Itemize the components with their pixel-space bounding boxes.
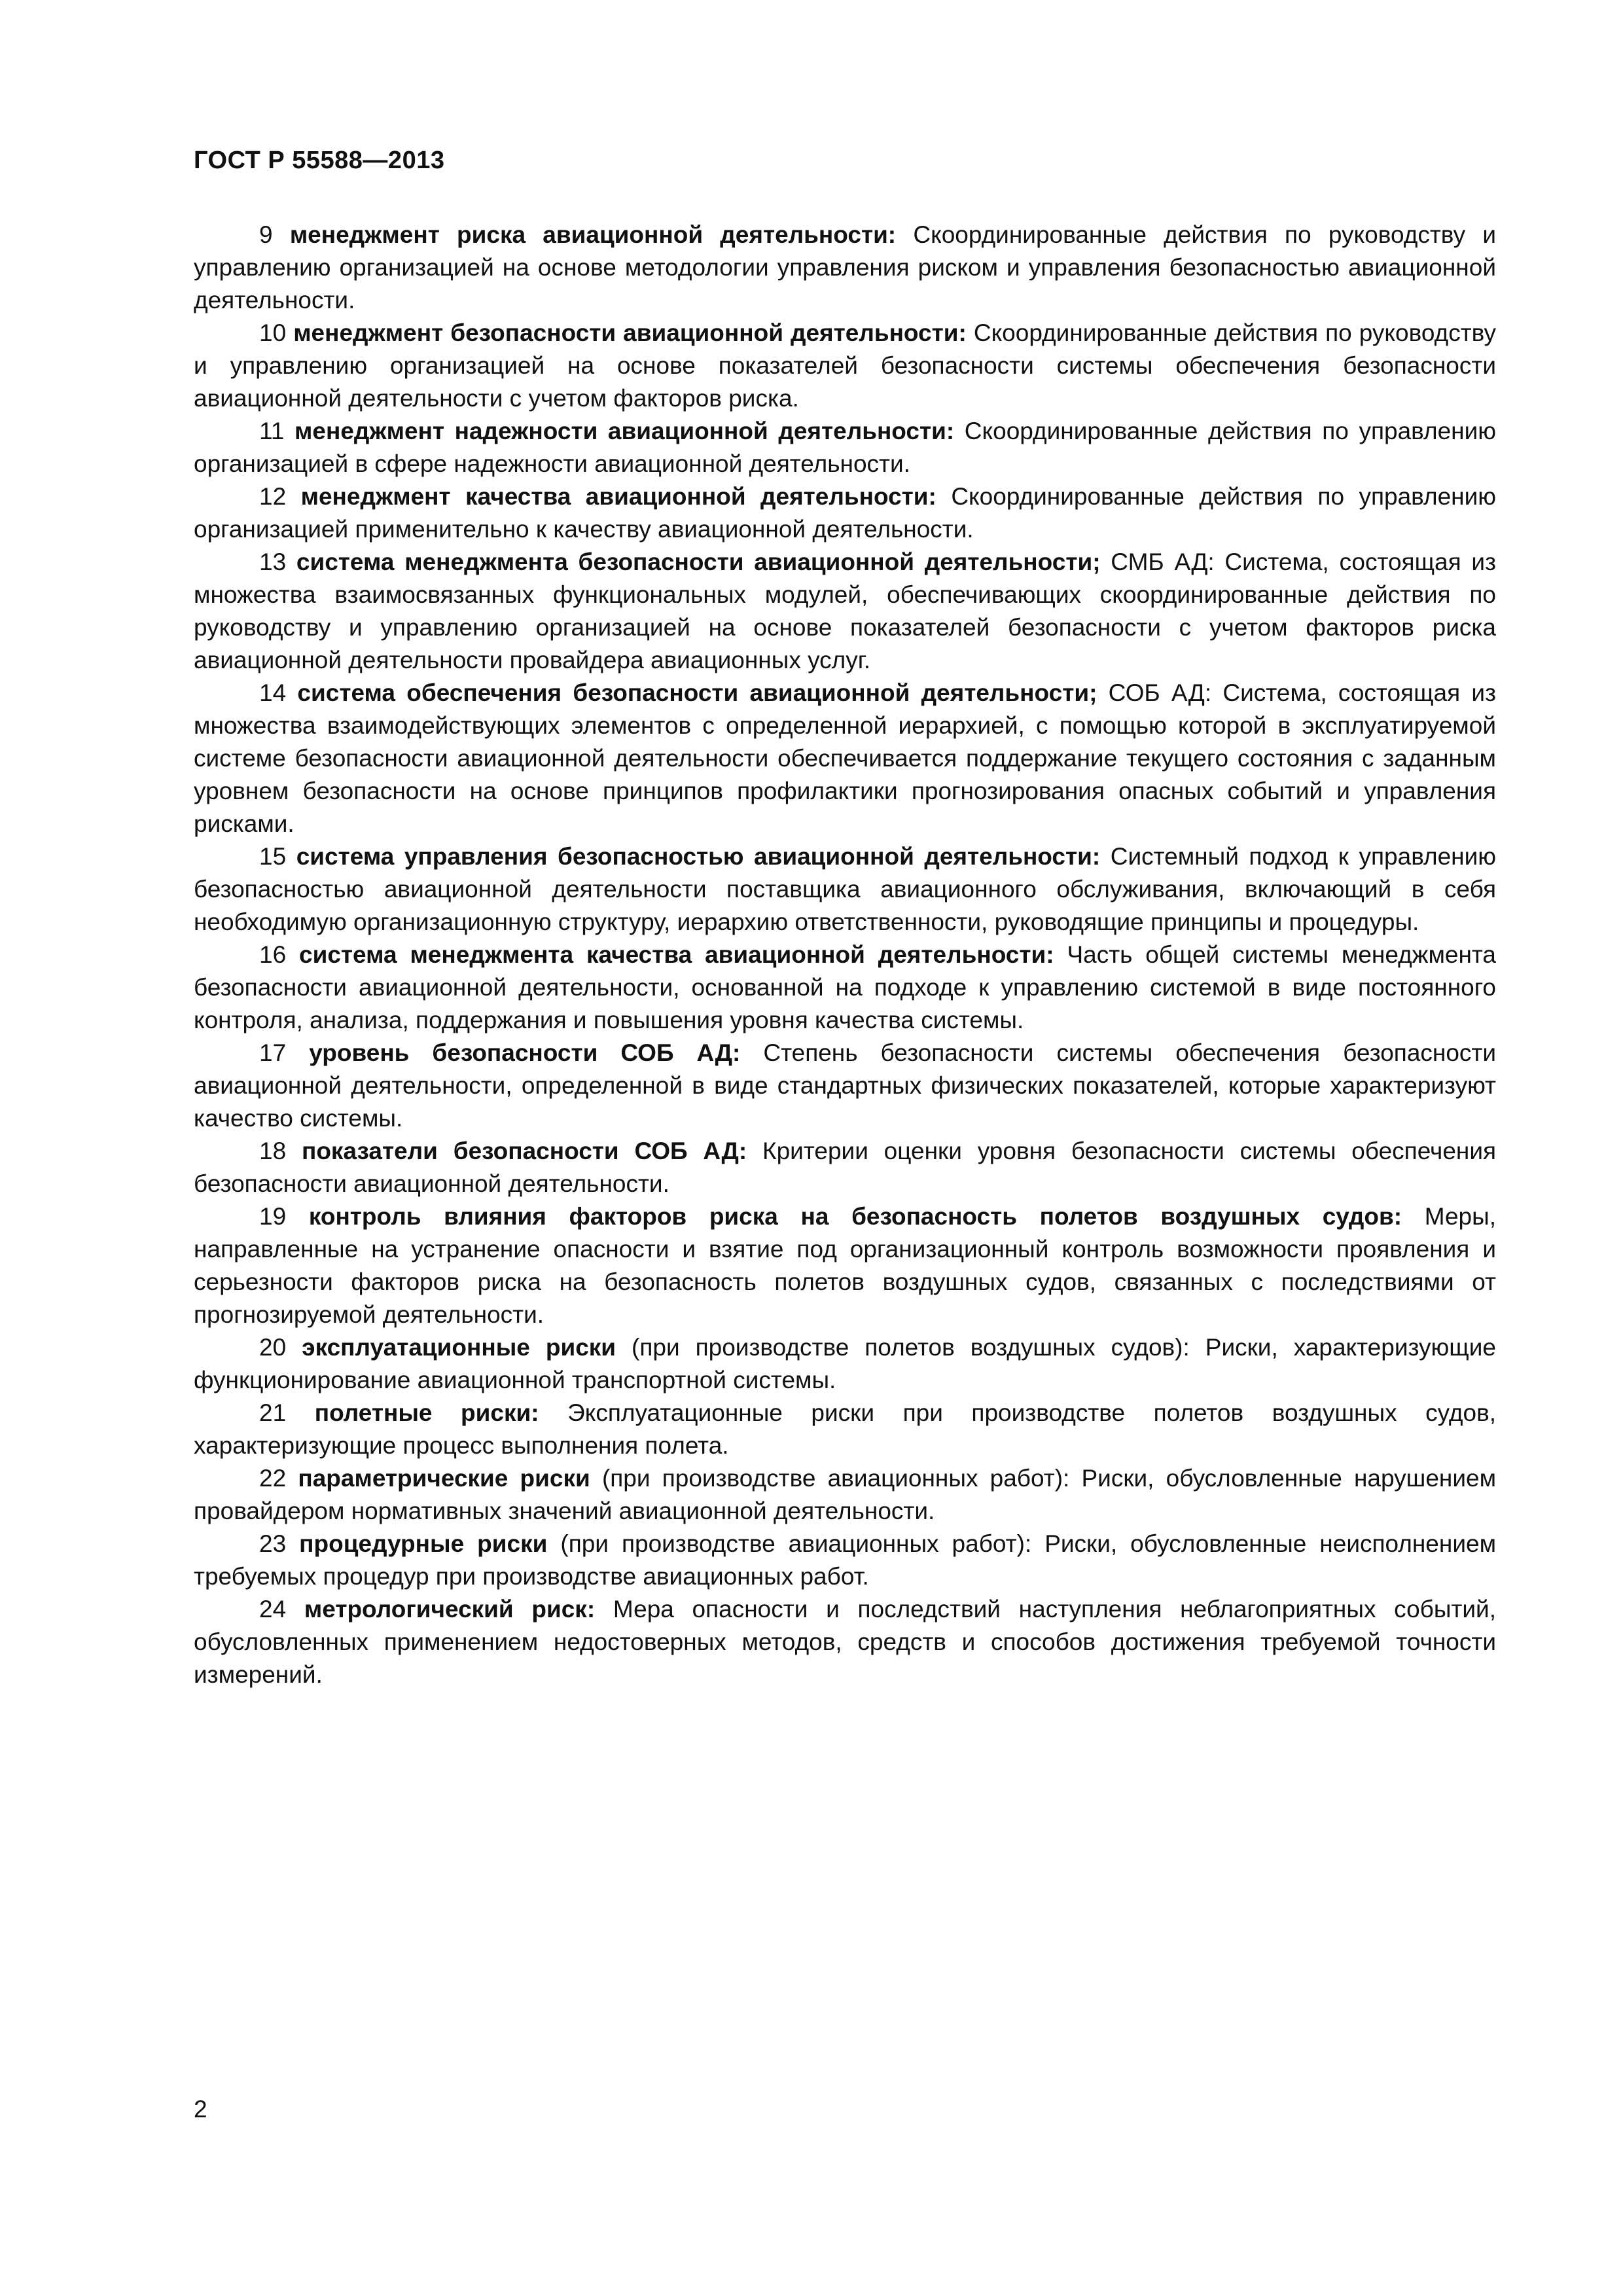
term-number: 24: [259, 1596, 287, 1623]
term-number: 14: [259, 679, 287, 706]
term-name: система менеджмента безопасности авиационной деятельности;: [296, 548, 1101, 575]
term-entry: [194, 1593, 1496, 1691]
term-entry: [194, 939, 1496, 1037]
term-entry: [194, 1037, 1496, 1135]
term-definition: (при производстве полетов воздушных судов): Риски, характеризующие функционирование авиационной транспортной системы.: [194, 1334, 1496, 1393]
term-definition: Скоординированные действия по управлению организацией в сфере надежности авиационной деятельности.: [194, 418, 1497, 477]
terms-list: [194, 219, 1496, 1691]
term-definition: Меры, направленные на устранение опасности и взятие под организационный контроль возможности проявления и серьезности факторов риска на безопасность полетов воздушных судов, связанных с последствиями от прогнозируемой деятельности.: [194, 1203, 1496, 1328]
term-number: 16: [259, 941, 287, 968]
term-name: менеджмент надежности авиационной деятельности:: [294, 418, 955, 444]
term-definition: (при производстве авиационных работ): Риски, обусловленные неисполнением требуемых процедур при производстве авиационных работ.: [194, 1530, 1496, 1590]
term-number: 22: [259, 1465, 287, 1492]
term-name: метрологический риск:: [304, 1596, 596, 1623]
term-entry: [194, 1397, 1496, 1462]
document-header: ГОСТ Р 55588—2013: [194, 147, 445, 174]
term-number: 13: [259, 548, 287, 575]
term-name: полетные риски:: [314, 1399, 539, 1426]
term-number: 19: [259, 1203, 287, 1230]
term-definition: СМБ АД: Система, состоящая из множества взаимосвязанных функциональных модулей, обеспечивающих скоординированные действия по руководству и управлению организацией на основе показателей безопасности с учетом факторов риска авиационной деятельности провайдера авиационных услуг.: [194, 548, 1497, 673]
term-definition: (при производстве авиационных работ): Риски, обусловленные нарушением провайдером нормативных значений авиационной деятельности.: [194, 1465, 1497, 1524]
term-definition: Системный подход к управлению безопасностью авиационной деятельности поставщика авиационного обслуживания, включающий в себя необходимую организационную структуру, иерархию ответственности, руководящие принципы и процедуры.: [194, 843, 1497, 935]
page-number: 2: [194, 2096, 207, 2123]
term-definition: Критерии оценки уровня безопасности системы обеспечения безопасности авиационной деятельности.: [194, 1138, 1497, 1197]
term-name: эксплуатационные риски: [302, 1334, 616, 1361]
term-name: показатели безопасности СОБ АД:: [301, 1138, 747, 1164]
term-definition: Скоординированные действия по руководству и управлению организацией на основе методологии управления риском и управления безопасностью авиационной деятельности.: [194, 221, 1497, 314]
term-number: 9: [259, 221, 273, 248]
term-name: процедурные риски: [299, 1530, 548, 1557]
term-name: система менеджмента качества авиационной деятельности:: [299, 941, 1054, 968]
term-name: менеджмент качества авиационной деятельности:: [300, 483, 936, 510]
term-entry: [194, 219, 1496, 317]
term-entry: [194, 1331, 1496, 1397]
term-definition: СОБ АД: Система, состоящая из множества взаимодействующих элементов с определенной иерархией, с помощью которой в эксплуатируемой системе безопасности авиационной деятельности обеспечивается поддержание текущего состояния с заданным уровнем безопасности на основе принципов профилактики прогнозирования опасных событий и управления рисками.: [194, 679, 1497, 837]
term-number: 12: [259, 483, 287, 510]
term-number: 21: [259, 1399, 287, 1426]
term-name: уровень безопасности СОБ АД:: [309, 1039, 741, 1066]
term-number: 15: [259, 843, 287, 870]
term-name: менеджмент риска авиационной деятельности:: [289, 221, 897, 248]
term-definition: Скоординированные действия по руководству и управлению организацией на основе показателей безопасности системы обеспечения безопасности авиационной деятельности с учетом факторов риска.: [194, 319, 1496, 412]
term-entry: [194, 677, 1496, 840]
term-name: система управления безопасностью авиационной деятельности:: [296, 843, 1101, 870]
term-name: параметрические риски: [298, 1465, 590, 1492]
term-name: менеджмент безопасности авиационной деятельности:: [293, 319, 967, 346]
term-entry: [194, 480, 1496, 546]
term-entry: [194, 546, 1496, 677]
term-entry: [194, 840, 1496, 939]
term-number: 11: [259, 418, 285, 444]
term-definition: Часть общей системы менеджмента безопасности авиационной деятельности, основанной на подходе к управлению системой в виде постоянного контроля, анализа, поддержания и повышения уровня качества системы.: [194, 941, 1496, 1033]
term-name: контроль влияния факторов риска на безопасность полетов воздушных судов:: [308, 1203, 1402, 1230]
term-number: 18: [259, 1138, 287, 1164]
term-number: 23: [259, 1530, 287, 1557]
term-number: 17: [259, 1039, 287, 1066]
term-entry: [194, 1462, 1496, 1528]
term-entry: [194, 1200, 1496, 1331]
term-name: система обеспечения безопасности авиационной деятельности;: [297, 679, 1097, 706]
term-definition: Скоординированные действия по управлению организацией применительно к качеству авиационной деятельности.: [194, 483, 1497, 543]
term-definition: Мера опасности и последствий наступления неблагоприятных событий, обусловленных применением недостоверных методов, средств и способов достижения требуемой точности измерений.: [194, 1596, 1497, 1688]
term-number: 10: [259, 319, 287, 346]
term-definition: Эксплуатационные риски при производстве полетов воздушных судов, характеризующие процесс выполнения полета.: [194, 1399, 1497, 1459]
term-entry: [194, 1135, 1496, 1200]
term-definition: Степень безопасности системы обеспечения безопасности авиационной деятельности, определенной в виде стандартных физических показателей, которые характеризуют качество системы.: [194, 1039, 1497, 1132]
term-entry: [194, 1528, 1496, 1593]
term-entry: [194, 317, 1496, 415]
term-entry: [194, 415, 1496, 480]
term-number: 20: [259, 1334, 287, 1361]
